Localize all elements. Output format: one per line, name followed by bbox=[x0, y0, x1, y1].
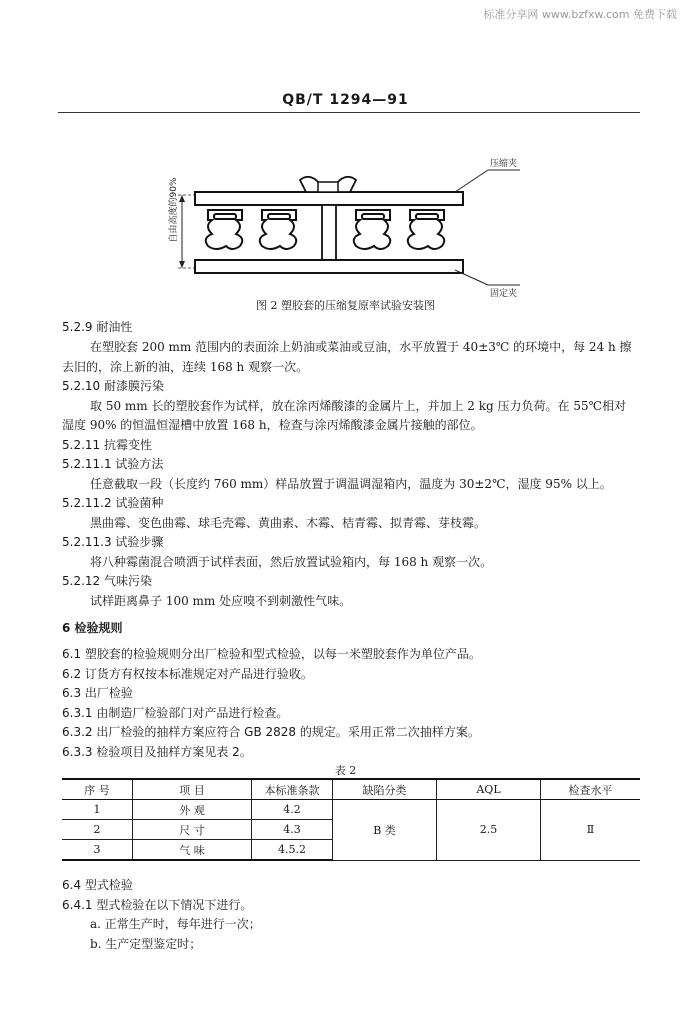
center-bolt bbox=[322, 205, 336, 260]
col-header: 检查水平 bbox=[541, 779, 641, 800]
clause-6-3-1: 6.3.1 由制造厂检验部门对产品进行检查。 bbox=[62, 706, 289, 720]
list-item-b: b. 生产定型鉴定时； bbox=[90, 937, 202, 951]
table-cell: 4.5.2 bbox=[252, 840, 333, 861]
clause-6-2: 6.2 订货方有权按本标准规定对产品进行验收。 bbox=[62, 667, 313, 681]
col-header: 项 目 bbox=[133, 779, 252, 800]
watermark: 标准分享网 www.bzfxw.com 免费下载 bbox=[483, 8, 677, 21]
figure-2 bbox=[0, 120, 691, 320]
section-6-heading: 6 检验规则 bbox=[62, 621, 123, 635]
body-text: 将八种霉菌混合喷洒于试样表面，然后放置试验箱内，每 168 h 观察一次。 bbox=[90, 555, 493, 569]
clause-5-2-12: 5.2.12 气味污染 bbox=[62, 574, 152, 588]
clause-6-3-3: 6.3.3 检验项目及抽样方案见表 2。 bbox=[62, 745, 252, 759]
clause-6-4: 6.4 型式检验 bbox=[62, 878, 133, 892]
table-cell: 外 观 bbox=[133, 800, 252, 820]
table-header-row bbox=[62, 779, 640, 800]
clause-6-3-2: 6.3.2 出厂检验的抽样方案应符合 GB 2828 的规定。采用正常二次抽样方案。 bbox=[62, 725, 480, 739]
clause-5-2-10: 5.2.10 耐漆膜污染 bbox=[62, 379, 164, 393]
body-text: 取 50 mm 长的塑胶套作为试样，放在涂丙烯酸漆的金属片上，并加上 2 kg 压力负荷。在 55℃相对 bbox=[90, 399, 627, 413]
table-cell: 4.3 bbox=[252, 820, 333, 840]
col-header: 本标准条款 bbox=[252, 779, 333, 800]
top-plate bbox=[195, 192, 463, 205]
body-text: 黑曲霉、变色曲霉、球毛壳霉、黄曲素、木霉、桔青霉、拟青霉、芽枝霉。 bbox=[90, 516, 487, 530]
table-2 bbox=[62, 778, 640, 861]
list-item-a: a. 正常生产时，每年进行一次； bbox=[90, 917, 261, 931]
bottom-plate bbox=[195, 260, 463, 273]
table-cell: 2 bbox=[62, 820, 133, 840]
clause-6-1: 6.1 塑胶套的检验规则分出厂检验和型式检验，以每一米塑胶套作为单位产品。 bbox=[62, 647, 481, 661]
table-title: 表 2 bbox=[334, 764, 357, 777]
table-cell: 气 味 bbox=[133, 840, 252, 861]
clause-5-2-11-3: 5.2.11.3 试验步骤 bbox=[62, 535, 164, 549]
body-text: 湿度 90% 的恒温恒湿槽中放置 168 h，检查与涂丙烯酸漆金属片接触的部位。 bbox=[62, 418, 483, 432]
label-compression-clamp: 压缩夹 bbox=[490, 159, 518, 169]
clause-5-2-11-2: 5.2.11.2 试验菌种 bbox=[62, 496, 164, 510]
header-rule bbox=[58, 112, 640, 113]
table-cell-level: Ⅱ bbox=[541, 800, 641, 861]
table-cell: 1 bbox=[62, 800, 133, 820]
col-header: 缺陷分类 bbox=[333, 779, 437, 800]
table-cell: 4.2 bbox=[252, 800, 333, 820]
page-header: QB/T 1294—91 bbox=[282, 92, 409, 108]
body-text: 去旧的，涂上新的油，连续 168 h 观察一次。 bbox=[62, 360, 309, 374]
figure-caption: 图 2 塑胶套的压缩复原率试验安装图 bbox=[256, 299, 435, 312]
table-cell-defect-class: B 类 bbox=[333, 800, 437, 861]
table-row bbox=[62, 800, 640, 820]
col-header: 序 号 bbox=[62, 779, 133, 800]
clause-6-3: 6.3 出厂检验 bbox=[62, 686, 133, 700]
body-text: 在塑胶套 200 mm 范围内的表面涂上奶油或菜油或豆油，水平放置于 40±3℃ 的环境中，每 24 h 擦 bbox=[90, 340, 632, 354]
table-cell-aql: 2.5 bbox=[437, 800, 541, 861]
clause-5-2-11: 5.2.11 抗霉变性 bbox=[62, 438, 152, 452]
label-fixed-clamp: 固定夹 bbox=[490, 289, 518, 299]
col-header: AQL bbox=[437, 779, 541, 800]
table-cell: 尺 寸 bbox=[133, 820, 252, 840]
clause-6-4-1: 6.4.1 型式检验在以下情况下进行。 bbox=[62, 898, 253, 912]
clause-5-2-9: 5.2.9 耐油性 bbox=[62, 320, 133, 334]
body-text: 试样距离鼻子 100 mm 处应嗅不到刺激性气味。 bbox=[90, 594, 352, 608]
figure-vertical-label: 自由高度的90% bbox=[169, 177, 179, 243]
body-text: 任意截取一段（长度约 760 mm）样品放置于调温调湿箱内，温度为 30±2℃，湿度 95% 以上。 bbox=[90, 477, 612, 491]
clause-5-2-11-1: 5.2.11.1 试验方法 bbox=[62, 457, 164, 471]
table-cell: 3 bbox=[62, 840, 133, 861]
